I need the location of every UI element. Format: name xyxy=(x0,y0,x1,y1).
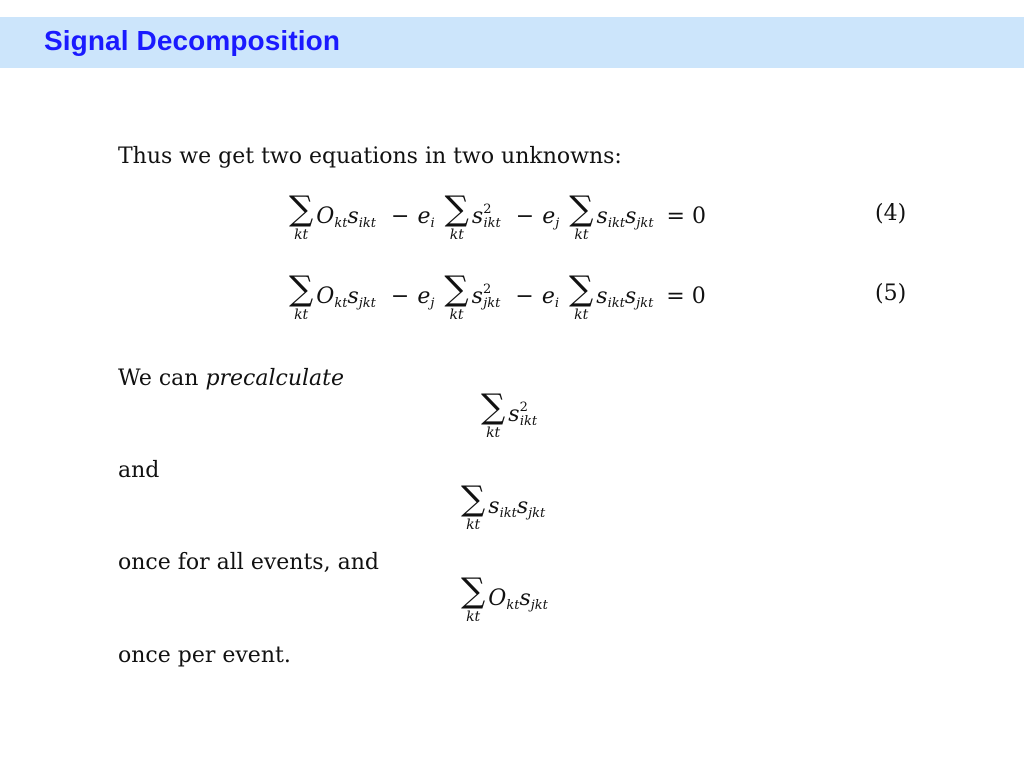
equation-4: ∑ kt $O_{kt}s_{ikt} - e_i$ ∑ kt $s^2_{ikt} - e_j$ ∑ kt $s_{ikt}s_{jkt} = 0$ xyxy=(289,189,706,243)
sum-sikt-sjkt: ∑ kt $s_{ikt}s_{jkt}$ xyxy=(461,479,546,533)
intro-text: Thus we get two equations in two unknowns: xyxy=(118,144,622,169)
sum-symbol: ∑ kt xyxy=(289,189,314,243)
sum-symbol: ∑ kt xyxy=(481,387,506,441)
sum-symbol: ∑ kt xyxy=(569,189,594,243)
sum-s-squared-ikt: ∑ kt $s^2_{ikt}$ xyxy=(481,387,538,441)
title-bar xyxy=(0,17,1024,68)
equation-5: ∑ kt $O_{kt}s_{jkt} - e_j$ ∑ kt $s^2_{jkt} - e_i$ ∑ kt $s_{ikt}s_{jkt} = 0$ xyxy=(289,269,706,323)
sum-okt-sjkt: ∑ kt $O_{kt}s_{jkt}$ xyxy=(461,571,548,625)
sum-symbol: ∑ kt xyxy=(569,269,594,323)
sum-symbol: ∑ kt xyxy=(461,479,486,533)
precalculate-text: We can precalculate xyxy=(118,366,345,391)
sum-symbol: ∑ kt xyxy=(444,189,469,243)
and-text: and xyxy=(118,458,160,483)
equation-number-5: (5) xyxy=(875,281,907,306)
sum-symbol: ∑ kt xyxy=(289,269,314,323)
sum-symbol: ∑ kt xyxy=(461,571,486,625)
page-title: Signal Decomposition xyxy=(44,25,341,56)
once-per-event-text: once per event. xyxy=(118,643,291,668)
sum-symbol: ∑ kt xyxy=(444,269,469,323)
equation-number-4: (4) xyxy=(875,201,907,226)
once-for-all-text: once for all events, and xyxy=(118,550,379,575)
